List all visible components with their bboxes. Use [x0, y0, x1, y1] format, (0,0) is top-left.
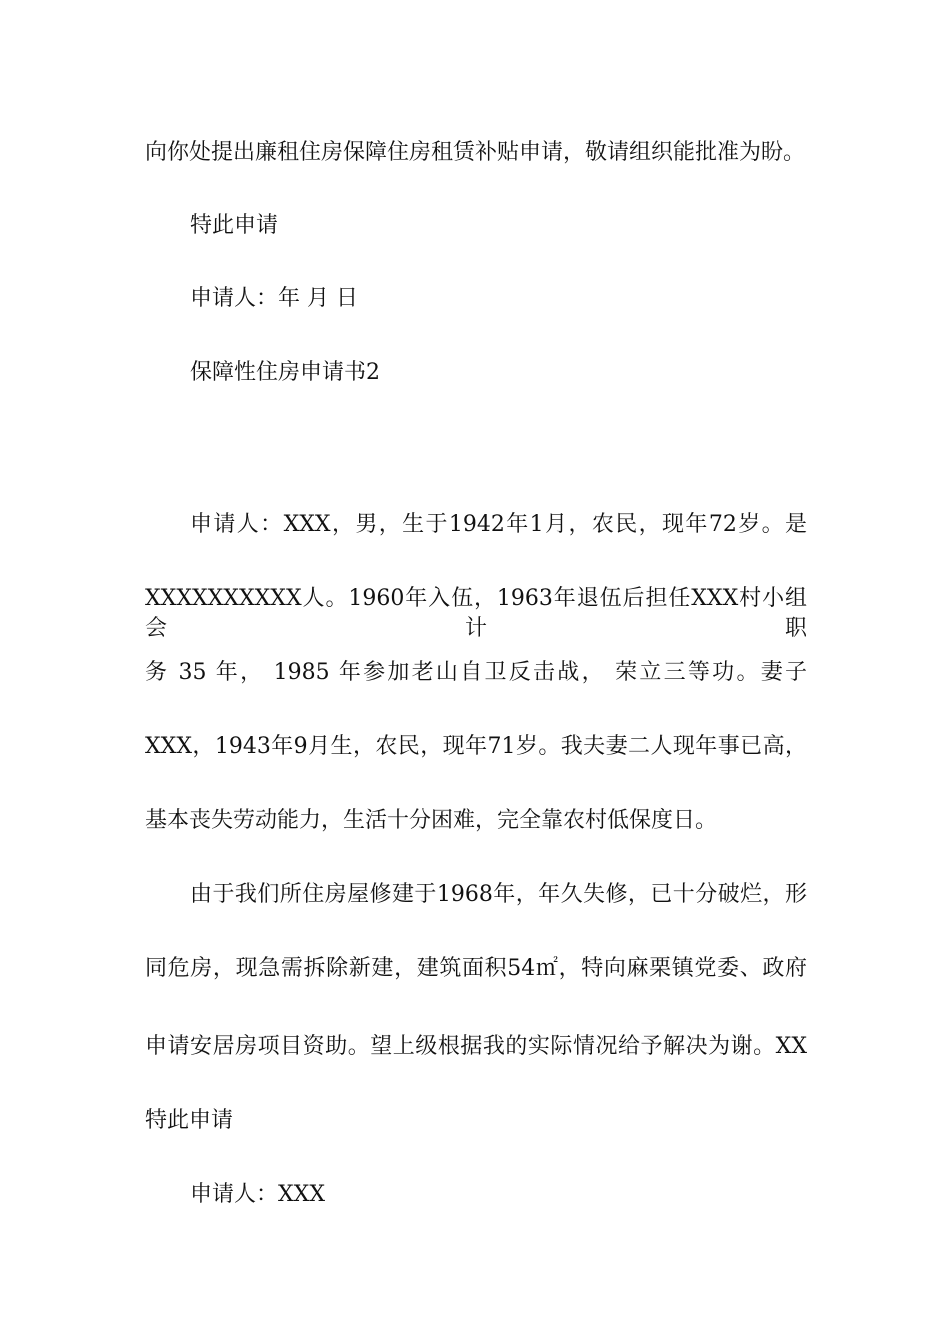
closing-phrase: 特此申请	[145, 1108, 234, 1133]
paragraph-line: XXX，1943年9月生，农民，现年71岁。我夫妻二人现年事已高，	[145, 734, 807, 759]
paragraph-line: 向你处提出廉租住房保障住房租赁补贴申请，敬请组织能批准为盼。	[145, 140, 806, 165]
applicant-date-line: 申请人：年 月 日	[190, 286, 358, 311]
paragraph-line: 务 35 年， 1985 年参加老山自卫反击战， 荣立三等功。妻子	[145, 660, 807, 685]
paragraph-line: 由于我们所住房屋修建于1968年，年久失修，已十分破烂，形	[190, 882, 807, 907]
paragraph-line: 申请安居房项目资助。望上级根据我的实际情况给予解决为谢。XX	[145, 1034, 807, 1059]
closing-phrase: 特此申请	[190, 213, 279, 238]
section-title: 保障性住房申请书2	[190, 360, 380, 385]
paragraph-line: 基本丧失劳动能力，生活十分困难，完全靠农村低保度日。	[145, 808, 718, 833]
applicant-line: 申请人：XXX	[190, 1182, 325, 1207]
paragraph-line: XXXXXXXXXX人。1960年入伍，1963年退伍后担任XXX村小组会计职	[145, 586, 807, 641]
paragraph-line: 申请人：XXX，男，生于1942年1月，农民，现年72岁。是	[190, 512, 807, 537]
paragraph-line: 同危房，现急需拆除新建，建筑面积54㎡，特向麻栗镇党委、政府	[145, 956, 807, 981]
